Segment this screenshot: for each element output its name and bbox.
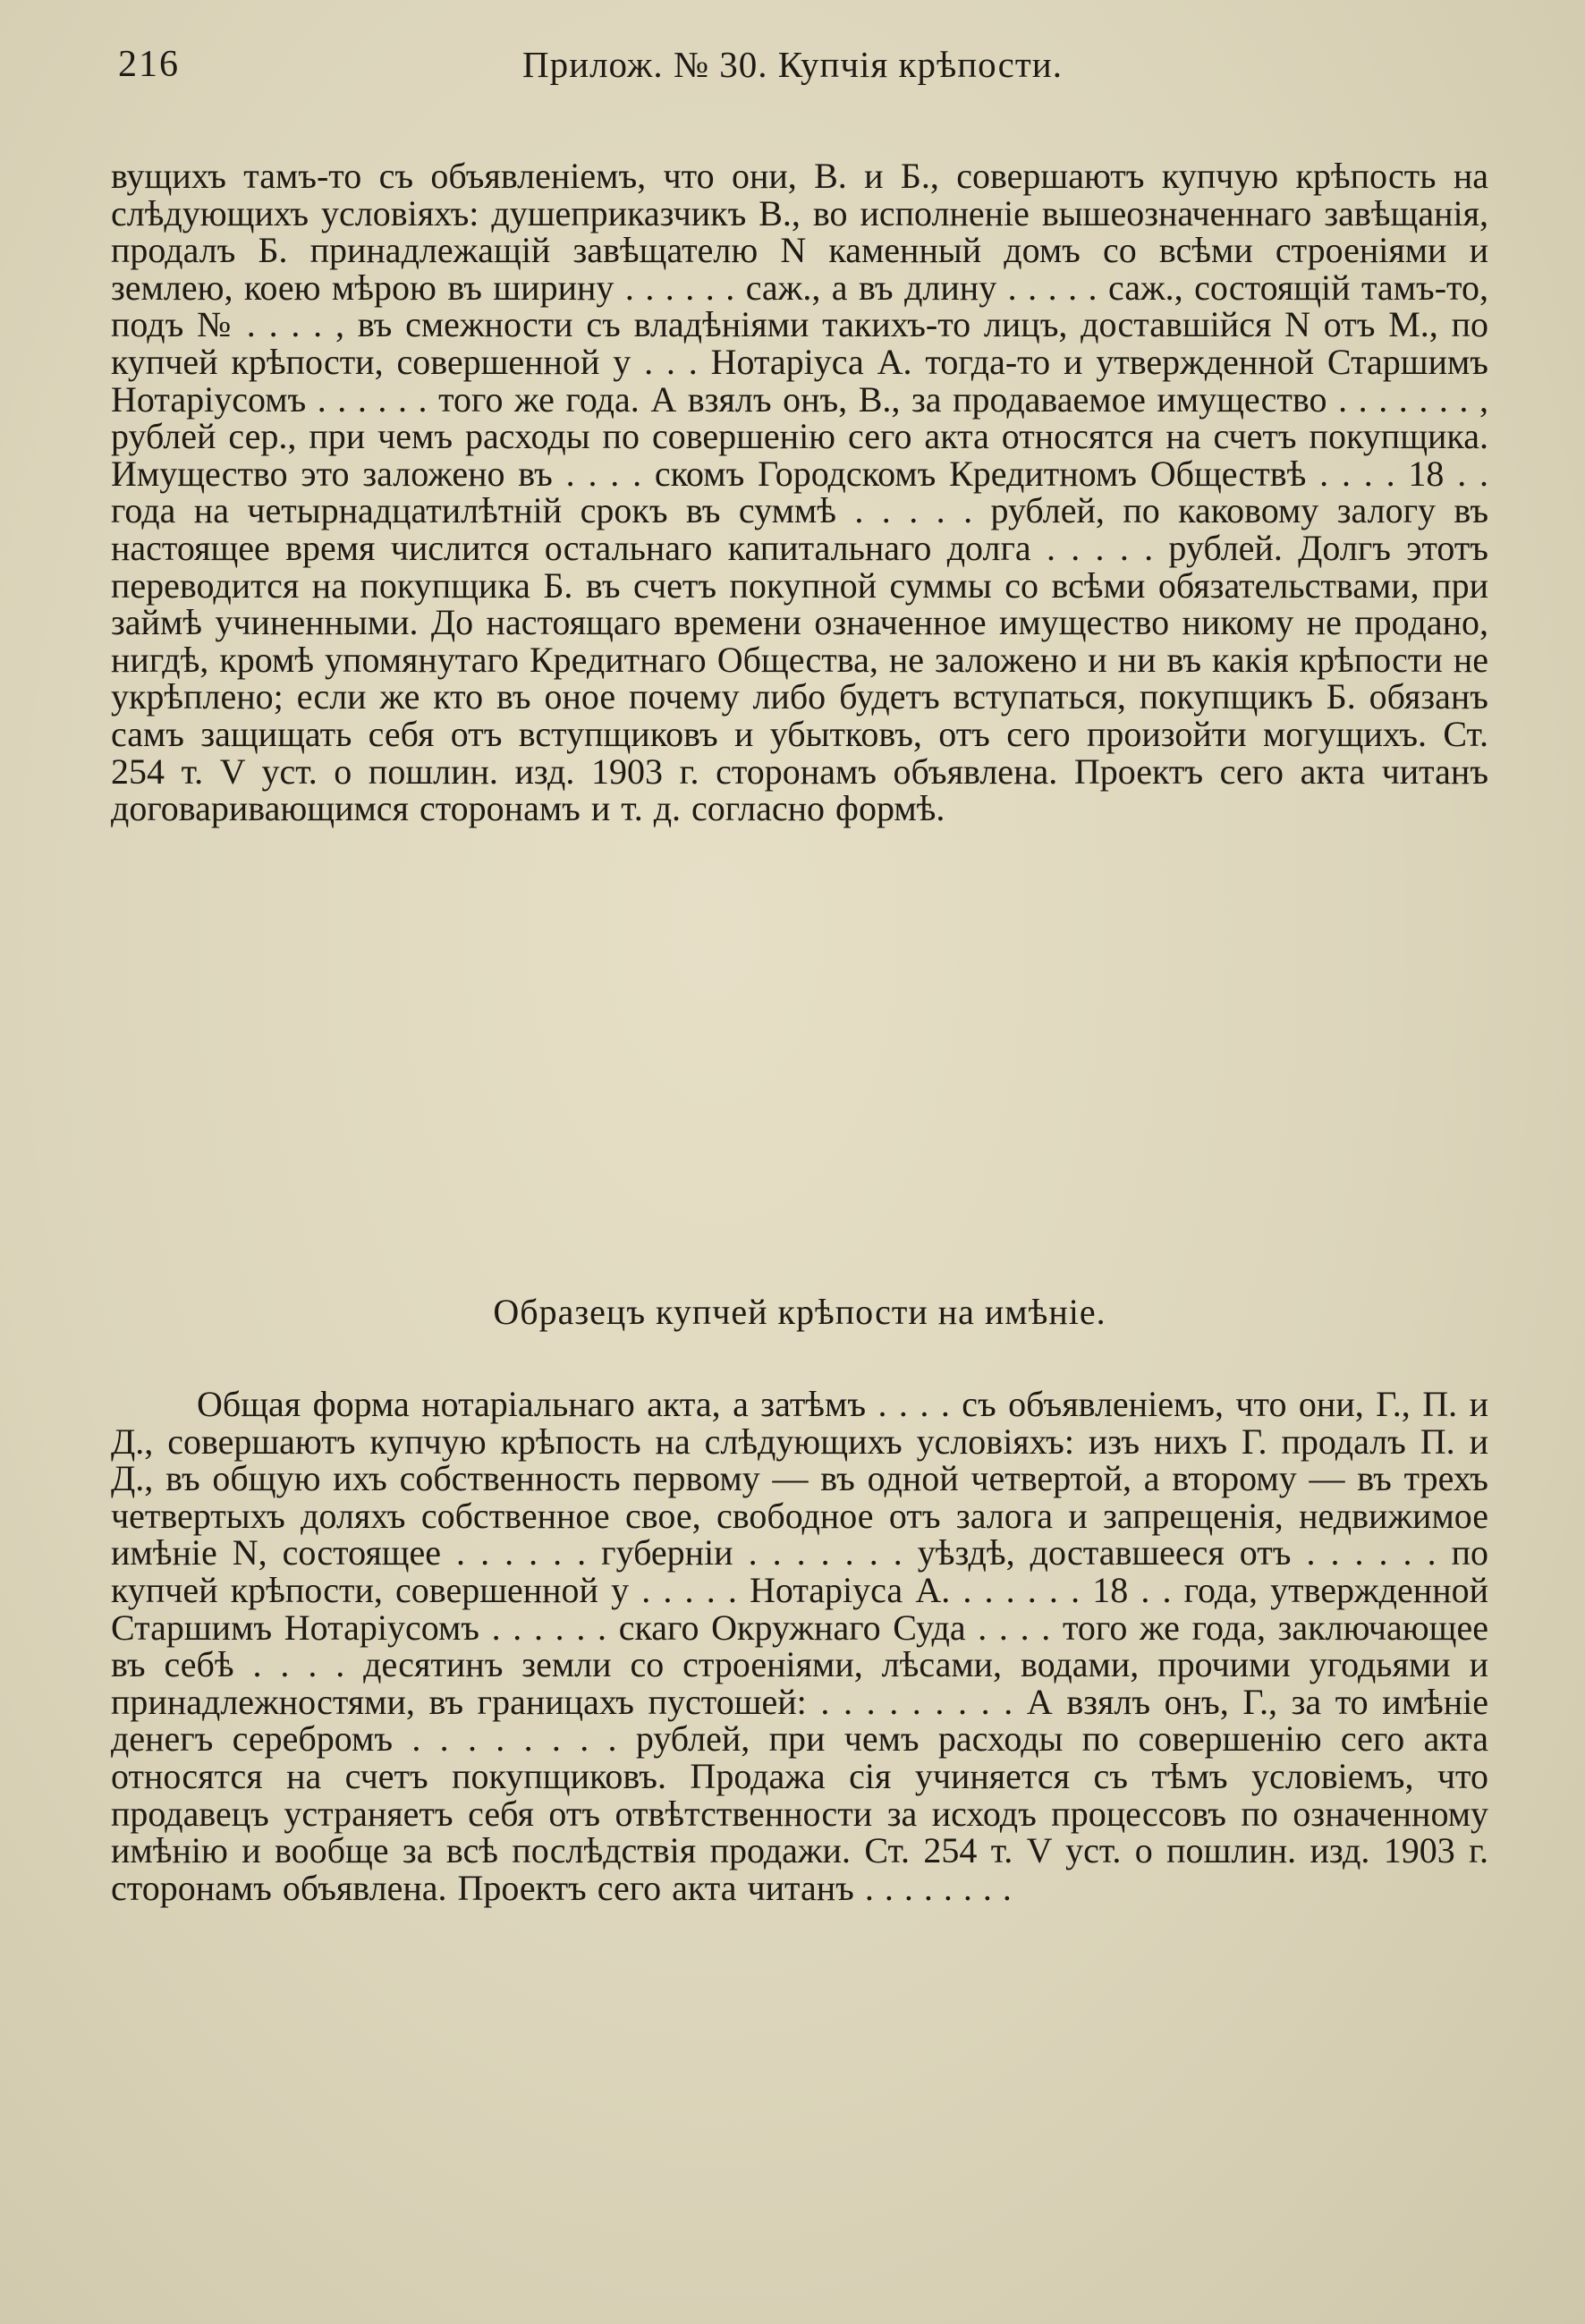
section-heading: Образецъ купчей крѣпости на имѣніе. <box>493 1292 1106 1332</box>
page-number: 216 <box>118 44 180 85</box>
sample-deed-block <box>111 1386 1488 1906</box>
running-head-title: Прилож. № 30. Купчія крѣпости. <box>522 44 1063 85</box>
body-paragraph-2: Общая форма нотаріальнаго акта, а затѣмъ . . . . съ объявленіемъ, что они, Г., П. и Д., совершаютъ купчую крѣпость на слѣдующихъ условіяхъ: изъ нихъ Г. продалъ П. и Д., въ общую ихъ собственность первому — въ одной четвертой, а второму — въ трехъ четвертыхъ доляхъ собственное свое, свободное отъ залога и запрещенія, недвижимое имѣніе N, состоящее . . . . . . губерніи . . . . . . . уѣздѣ, доставшееся отъ . . . . . . по купчей крѣпости, совершенной у . . . . . Нотаріуса А. . . . . . . 18 . . года, утвержденной Старшимъ Нотаріусомъ . . . . . . скаго Окружнаго Суда . . . . того же года, заключающее въ себѣ . . . . десятинъ земли со строеніями, лѣсами, водами, прочими угодьями и принадлежностями, въ границахъ пустошей: . . . . . . . . . А взялъ онъ, Г., за то имѣніе денегъ серебромъ . . . . . . . . рублей, при чемъ расходы по совершенію сего акта относятся на счетъ покупщиковъ. Продажа сія учиняется съ тѣмъ условіемъ, что продавецъ устраняетъ себя отъ отвѣтственности за исходъ процессовъ по означенному имѣнію и вообще за всѣ послѣдствія продажи. Ст. 254 т. V уст. о пошлин. изд. 1903 г. сторонамъ объявлена. Проектъ сего акта читанъ . . . . . . . . <box>111 1384 1488 1908</box>
body-paragraph-1: вущихъ тамъ-то съ объявленіемъ, что они, В. и Б., совершаютъ купчую крѣпость на слѣдующихъ условіяхъ: душеприказчикъ В., во исполненіе вышеозначеннаго завѣщанія, продалъ Б. принадлежащій завѣщателю N каменный домъ со всѣми строеніями и землею, коею мѣрою въ ширину . . . . . . саж., а въ длину . . . . . саж., состоящій тамъ-то, подъ № . . . . , въ смежности съ владѣніями такихъ-то лицъ, доставшійся N отъ М., по купчей крѣпости, совершенной у . . . Нотаріуса А. тогда-то и утвержденной Старшимъ Нотаріусомъ . . . . . . того же года. А взялъ онъ, В., за продаваемое имущество . . . . . . . , рублей сер., при чемъ расходы по совершенію сего акта относятся на счетъ покупщика. Имущество это заложено въ . . . . скомъ Городскомъ Кредитномъ Обществѣ . . . . 18 . . года на четырнадцатилѣтній срокъ въ суммѣ . . . . . рублей, по каковому залогу въ настоящее время числится остальнаго капитальнаго долга . . . . . рублей. Долгъ этотъ переводится на покупщика Б. въ счетъ покупной суммы со всѣми обязательствами, при займѣ учиненными. До настоящаго времени означенное имущество никому не продано, нигдѣ, кромѣ упомянутаго Кредитнаго Общества, не заложено и ни въ какія крѣпости не укрѣплено; если же кто въ оное почему либо будетъ вступаться, покупщикъ Б. обязанъ самъ защищать себя отъ вступщиковъ и убытковъ, отъ сего произойти могущихъ. Ст. 254 т. V уст. о пошлин. изд. 1903 г. сторонамъ объявлена. Проектъ сего акта читанъ договаривающимся сторонамъ и т. д. согласно формѣ. <box>111 156 1488 829</box>
running-head <box>118 43 1467 97</box>
continued-paragraph-block <box>111 157 1488 827</box>
